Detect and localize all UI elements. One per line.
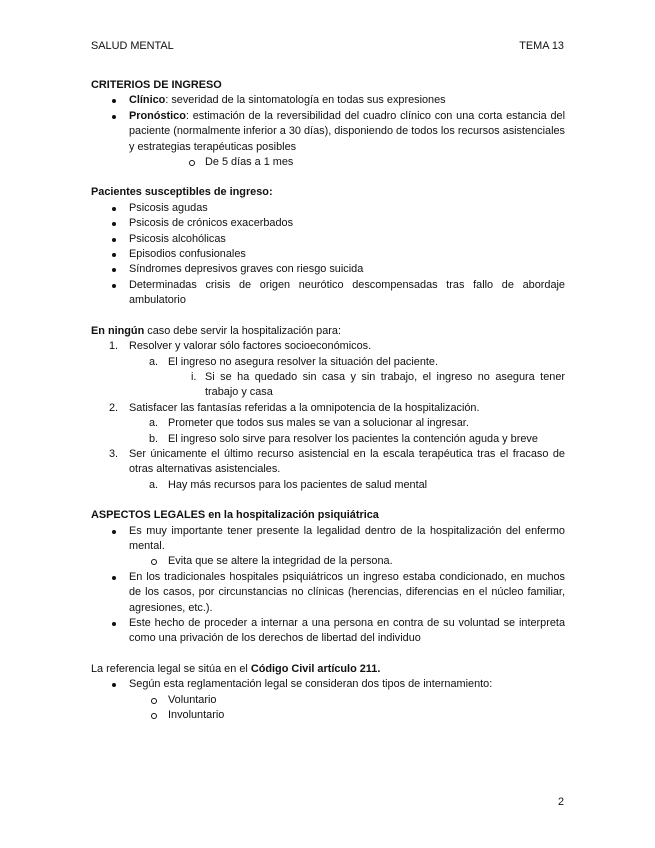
bullet-icon	[112, 683, 116, 687]
bullet-icon	[112, 530, 116, 534]
bullet-icon	[112, 576, 116, 580]
list-item: Psicosis de crónicos exacerbados	[91, 216, 565, 231]
bullet-icon	[112, 253, 116, 257]
list-item: Psicosis alcohólicas	[91, 232, 565, 247]
list-item: 3. Ser únicamente el último recurso asistencial en la escala terapéutica tras el fracaso de otras alternativas asistenciales.	[109, 447, 565, 476]
header-topic: TEMA 13	[519, 40, 564, 52]
header-subject: SALUD MENTAL	[91, 40, 174, 52]
list-item: Episodios confusionales	[91, 247, 565, 262]
list-item: Involuntario	[91, 708, 565, 723]
circle-bullet-icon	[189, 160, 195, 166]
page-content	[91, 78, 565, 723]
page-number: 2	[557, 796, 564, 808]
circle-bullet-icon	[151, 559, 157, 565]
list-item: a. Prometer que todos sus males se van a solucionar al ingresar.	[149, 417, 469, 430]
list-item: En los tradicionales hospitales psiquiátricos un ingreso estaba condicionado, en muchos de los casos, por circunstancias no clínicas (herencias, diferencias en el núcleo familiar, agresiones, etc.).	[91, 570, 565, 616]
list-item: Este hecho de proceder a internar a una persona en contra de su voluntad se interpreta como una privación de los derechos de libertad del individuo	[91, 616, 565, 647]
section-title-criterios: CRITERIOS DE INGRESO	[91, 79, 222, 91]
list-item: 1. Resolver y valorar sólo factores socioeconómicos.	[109, 340, 372, 353]
bullet-icon	[112, 115, 116, 119]
section-title-pacientes: Pacientes susceptibles de ingreso:	[91, 186, 273, 199]
section-title-aspectos-legales: ASPECTOS LEGALES en la hospitalización psiquiátrica	[91, 509, 379, 522]
page-header	[91, 39, 564, 54]
list-item: 2. Satisfacer las fantasías referidas a la omnipotencia de la hospitalización.	[109, 401, 480, 414]
bullet-icon	[112, 238, 116, 242]
list-item: Es muy importante tener presente la legalidad dentro de la hospitalización del enfermo mental.	[91, 524, 565, 555]
list-item: b. El ingreso solo sirve para resolver los pacientes la contención aguda y breve	[149, 432, 538, 445]
bullet-icon	[112, 99, 116, 103]
list-item: Psicosis agudas	[91, 201, 565, 216]
list-item: a. El ingreso no asegura resolver la situación del paciente.	[149, 355, 439, 368]
list-item: Determinadas crisis de origen neurótico descompensadas tras fallo de abordaje ambulatorio	[91, 278, 565, 309]
circle-bullet-icon	[151, 698, 157, 704]
list-item: Voluntario	[91, 693, 565, 708]
bullet-icon	[112, 268, 116, 272]
circle-bullet-icon	[151, 713, 157, 719]
list-item: Clínico: severidad de la sintomatología en todas sus expresiones	[91, 93, 565, 108]
list-item: De 5 días a 1 mes	[91, 155, 565, 170]
legal-reference: La referencia legal se sitúa en el Código Civil artículo 211.	[91, 662, 381, 675]
bullet-icon	[112, 222, 116, 226]
bullet-icon	[112, 284, 116, 288]
bullet-icon	[112, 622, 116, 626]
bullet-icon	[112, 207, 116, 211]
list-item: i. Si se ha quedado sin casa y sin trabajo, el ingreso no asegura tener trabajo y casa	[191, 370, 565, 399]
list-item: Síndromes depresivos graves con riesgo suicida	[91, 262, 565, 277]
section-title-ningun: En ningún caso debe servir la hospitalización para:	[91, 324, 341, 337]
list-item: a. Hay más recursos para los pacientes de salud mental	[149, 478, 428, 491]
list-item: Evita que se altere la integridad de la persona.	[91, 554, 565, 569]
list-item: Pronóstico: estimación de la reversibilidad del cuadro clínico con una corta estancia del paciente (normalmente inferior a 30 días), disponiendo de todos los recursos asistenciales y estrategias terapéuticas posibles	[91, 109, 565, 155]
list-item: Según esta reglamentación legal se consideran dos tipos de internamiento:	[91, 677, 565, 692]
